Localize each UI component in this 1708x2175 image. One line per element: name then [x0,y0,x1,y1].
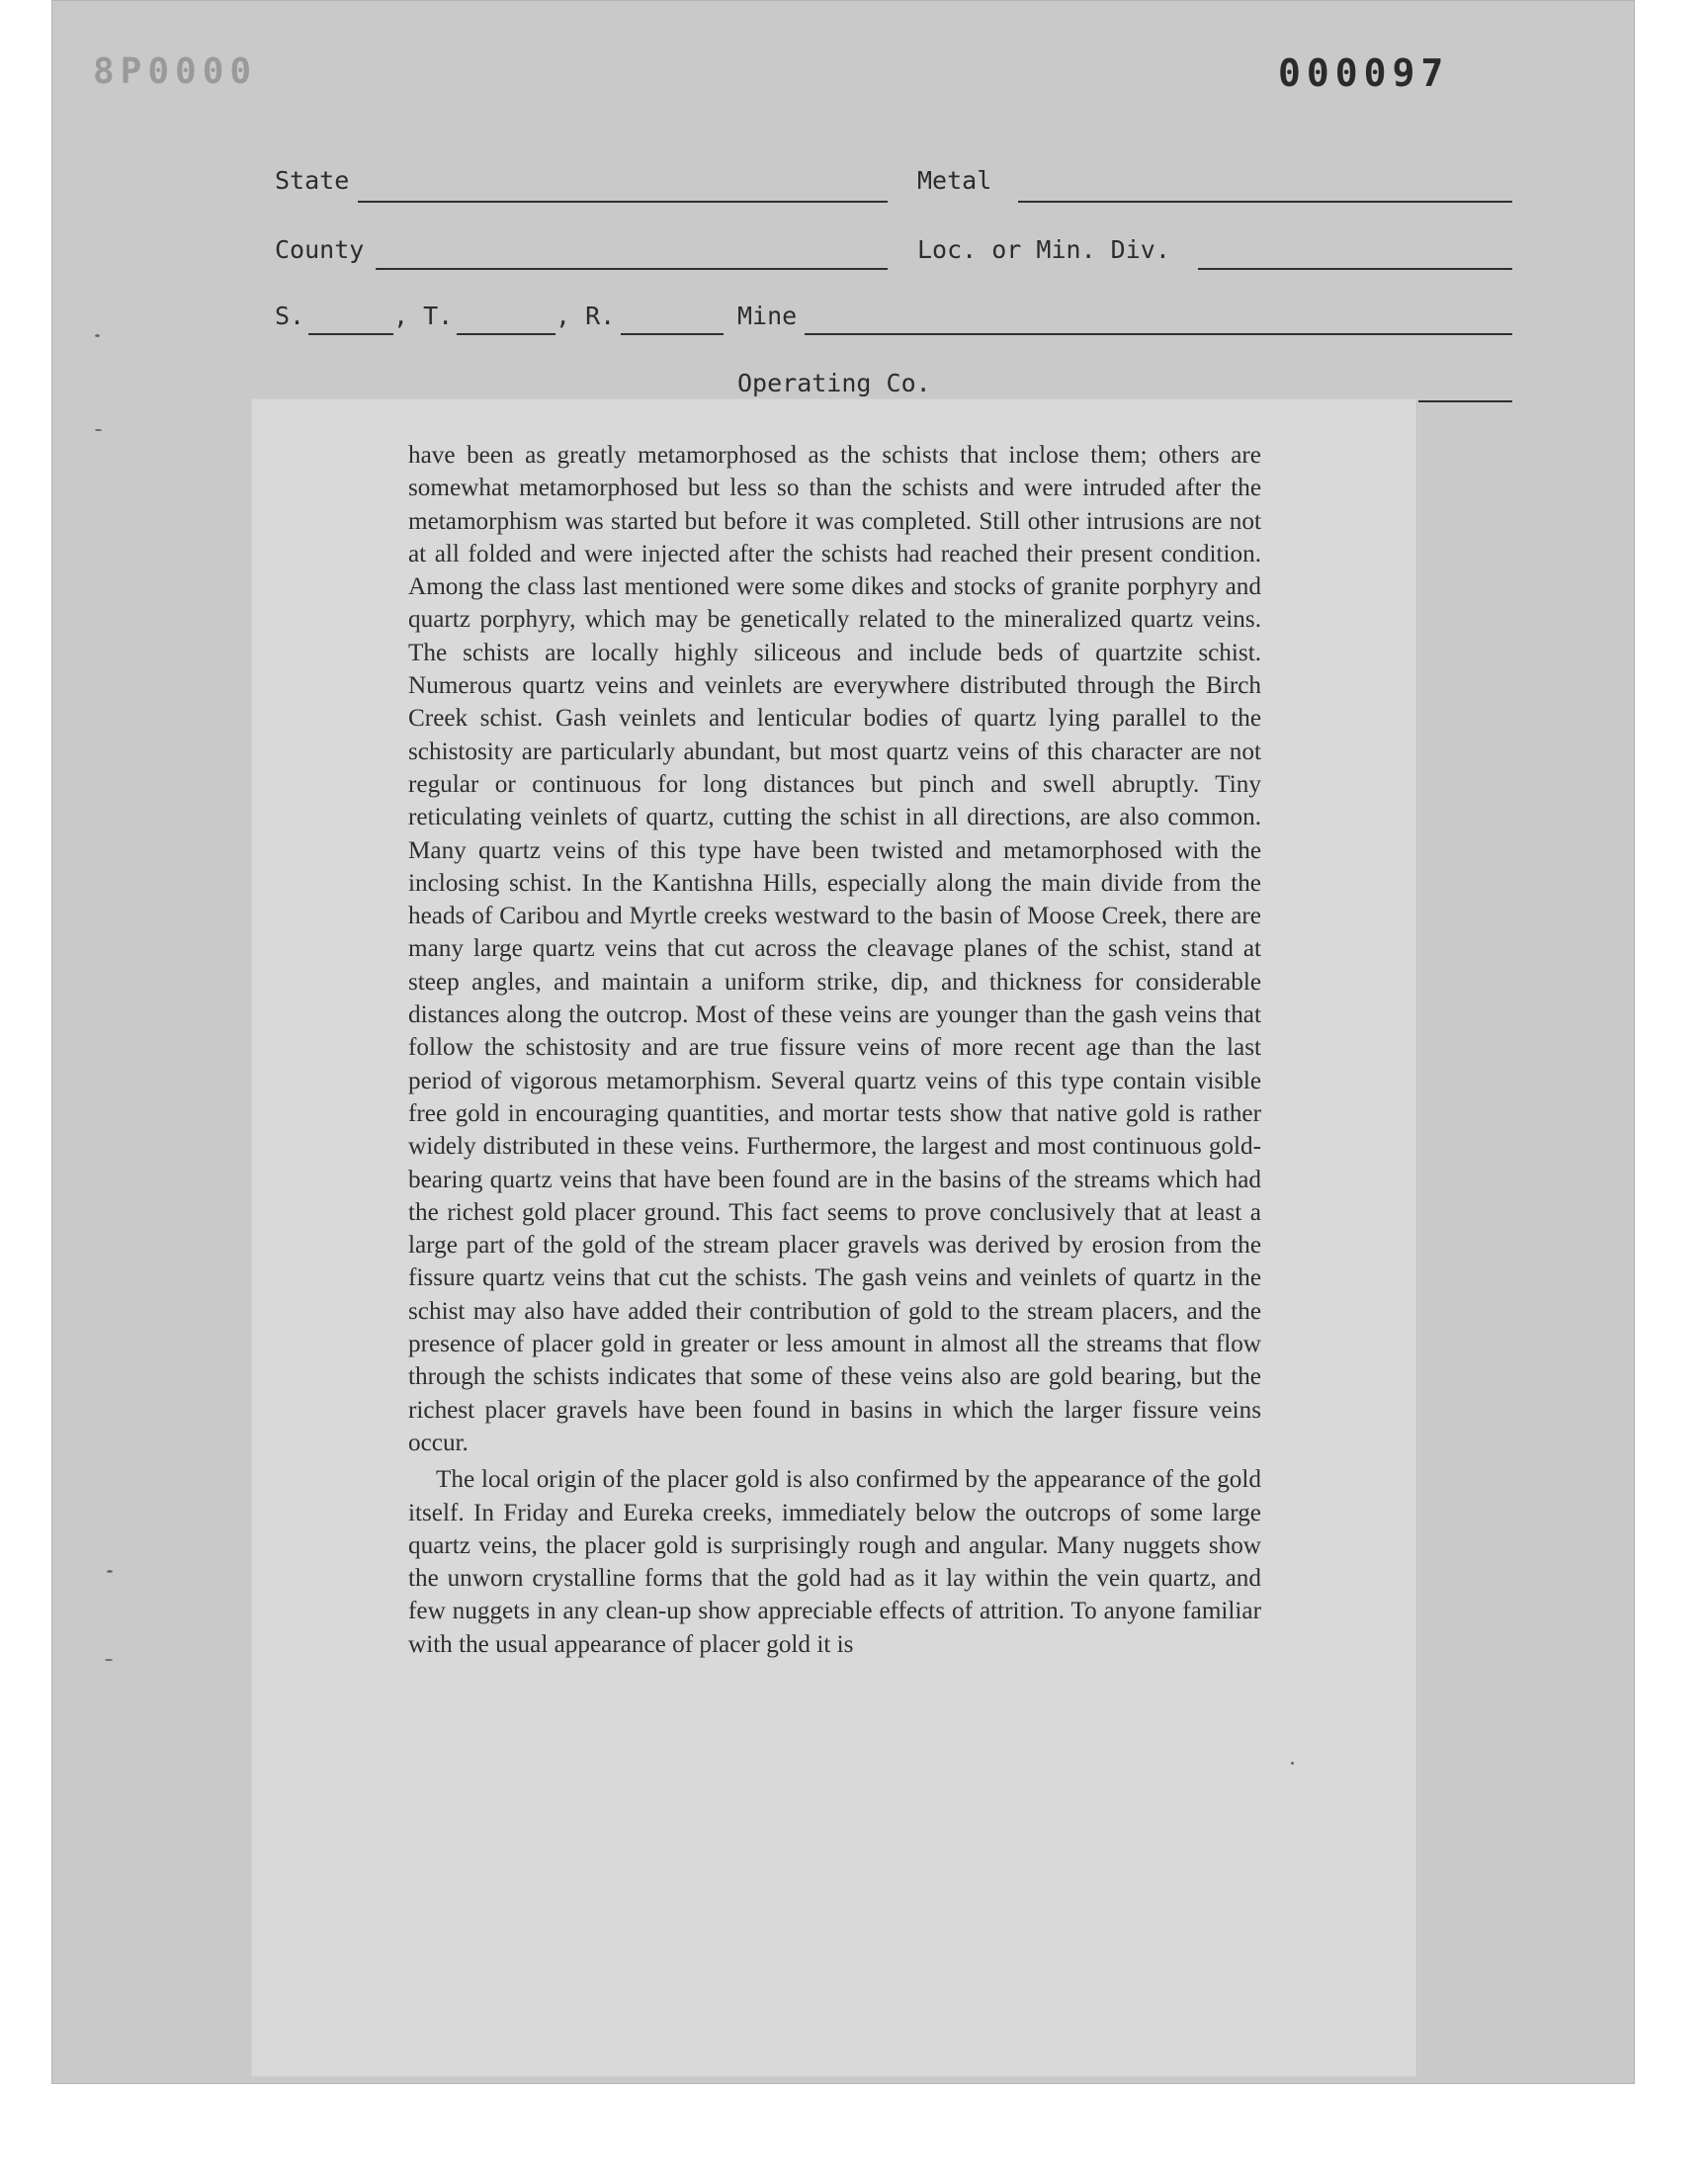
faded-card-number: 8P0000 [93,51,258,92]
paragraph-2: The local origin of the placer gold is also confirmed by the appearance of the gold itself. In Friday and Eureka creeks, immediately below the outcrops of some large quartz veins, the placer gold is surprisingly rough and angular. Many nuggets show the unworn crystalline forms that the gold had as it lay within the vein quartz, and few nuggets in any clean-up show appreciable effects of attrition. To anyone familiar with the usual appearance of placer gold it is [408,1466,1261,1658]
metal-field-line [1018,201,1512,203]
section-field-line [308,333,393,335]
mine-label: Mine [737,302,798,330]
loc-field-line [1198,268,1512,270]
state-field-line [358,201,888,203]
metal-label: Metal [917,166,992,195]
scan-speck [107,1570,113,1573]
state-label: State [275,166,350,195]
township-field-line [457,333,555,335]
scan-speck [95,334,100,337]
loc-label: Loc. or Min. Div. [917,235,1170,264]
scan-speck [105,1659,113,1661]
county-label: County [275,235,365,264]
card-number: 000097 [1278,51,1450,95]
scan-speck [95,429,102,431]
section-label: S. [275,302,305,330]
range-label: , R. [555,302,616,330]
township-label: , T. [393,302,454,330]
pasted-clipping [252,399,1417,2076]
county-field-line [376,268,888,270]
mine-field-line [805,333,1512,335]
scan-speck [1291,1762,1294,1765]
clipping-text [408,439,1261,1661]
paragraph-1: have been as greatly metamorphosed as the schists that inclose them; others are somewhat metamorphosed but less so than the schists and were intruded after the metamorphism was started but before it was completed. Still other intrusions are not at all folded and were injected after the schists had reached their present condition. Among the class last mentioned were some dikes and stocks of granite porphyry and quartz porphyry, which may be genetically related to the mineralized quartz veins. The schists are locally highly siliceous and include beds of quartzite schist. Numerous quartz veins and veinlets are everywhere distributed through the Birch Creek schist. Gash veinlets and lenticular bodies of quartz lying parallel to the schistosity are particularly abundant, but most quartz veins of this character are not regular or continuous for long distances but pinch and swell abruptly. Tiny reticulating veinlets of quartz, cutting the schist in all directions, are also common. Many quartz veins of this type have been twisted and metamorphosed with the inclosing schist. In the Kantishna Hills, especially along the main divide from the heads of Caribou and Myrtle creeks westward to the basin of Moose Creek, there are many large quartz veins that cut across the cleavage planes of the schist, stand at steep angles, and maintain a uniform strike, dip, and thickness for considerable distances along the outcrop. Most of these veins are younger than the gash veins that follow the schistosity and are true fissure veins of more recent age than the last period of vigorous metamorphism. Several quartz veins of this type contain visible free gold in encouraging quantities, and mortar tests show that native gold is rather widely distributed in these veins. Furthermore, the largest and most continuous gold-bearing quartz veins that have been found are in the basins of the streams which had the richest gold placer ground. This fact seems to prove conclusively that at least a large part of the gold of the stream placer gravels was derived by erosion from the fissure quartz veins that cut the schists. The gash veins and veinlets of quartz in the schist may also have added their contribution of gold to the stream placers, and the presence of placer gold in greater or less amount in almost all the streams that flow through the schists indicates that some of these veins also are gold bearing, but the richest placer gravels have been found in basins in which the larger fissure veins occur. [408,442,1261,1456]
operating-co-label: Operating Co. [737,369,931,397]
range-field-line [621,333,724,335]
